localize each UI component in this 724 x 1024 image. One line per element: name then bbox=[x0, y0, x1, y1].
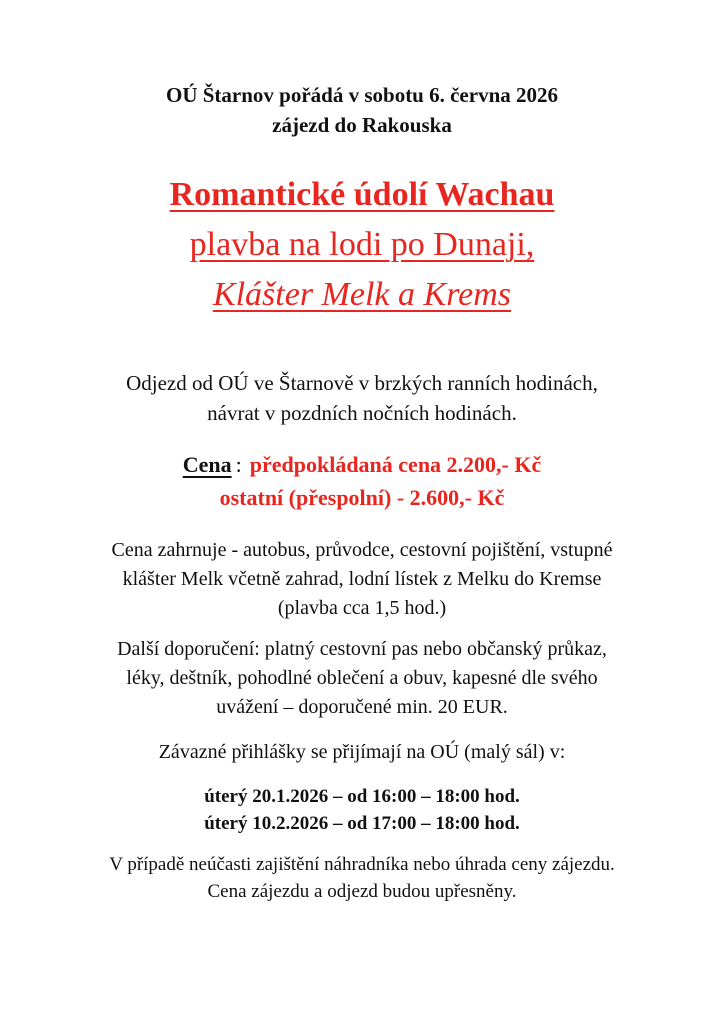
includes-line-2: klášter Melk včetně zahrad, lodní lístek z Melku do Kremse bbox=[122, 568, 602, 590]
registration-intro: Závazné přihlášky se přijímají na OÚ (malý sál) v: bbox=[158, 741, 566, 763]
recommendation-line-2: léky, deštník, pohodlné oblečení a obuv, kapesné dle svého bbox=[126, 667, 598, 689]
departure-line-2: návrat v pozdních nočních hodinách. bbox=[207, 401, 517, 425]
header-line-1: OÚ Štarnov pořádá v sobotu 6. června 2026 bbox=[165, 83, 559, 107]
header-line-2: zájezd do Rakouska bbox=[272, 113, 452, 137]
price-includes bbox=[0, 536, 724, 623]
includes-line-1: Cena zahrnuje - autobus, průvodce, cestovní pojištění, vstupné bbox=[111, 539, 613, 561]
recommendation-line-1: Další doporučení: platný cestovní pas nebo občanský průkaz, bbox=[117, 638, 607, 660]
event-title-line-2: plavba na lodi po Dunaji, bbox=[189, 226, 535, 263]
event-title-line-1: Romantické údolí Wachau bbox=[169, 176, 555, 213]
event-title-line-3: Klášter Melk a Krems bbox=[212, 276, 512, 313]
price-label: Cena bbox=[182, 452, 232, 477]
registration-date-2: úterý 10.2.2026 – od 17:00 – 18:00 hod. bbox=[204, 813, 520, 834]
footer-line-1: V případě neúčasti zajištění náhradníka nebo úhrada ceny zájezdu. bbox=[109, 854, 615, 875]
price-value-main: předpokládaná cena 2.200,- Kč bbox=[249, 452, 542, 477]
footer-line-2: Cena zájezdu a odjezd budou upřesněny. bbox=[207, 881, 517, 902]
departure-line-1: Odjezd od OÚ ve Štarnově v brzkých ranních hodinách, bbox=[126, 371, 598, 395]
header-block bbox=[0, 80, 724, 140]
price-line-1 bbox=[0, 448, 724, 481]
includes-line-3: (plavba cca 1,5 hod.) bbox=[277, 597, 447, 619]
price-value-other: ostatní (přespolní) - 2.600,- Kč bbox=[219, 485, 505, 510]
registration-date-1: úterý 20.1.2026 – od 16:00 – 18:00 hod. bbox=[204, 786, 520, 807]
footer-note bbox=[0, 851, 724, 905]
departure-info bbox=[0, 368, 724, 428]
price-info bbox=[0, 448, 724, 514]
price-separator: : bbox=[235, 452, 242, 477]
recommendations bbox=[0, 635, 724, 722]
event-title bbox=[0, 170, 724, 320]
recommendation-line-3: uvážení – doporučené min. 20 EUR. bbox=[216, 696, 508, 718]
registration-dates bbox=[0, 783, 724, 837]
